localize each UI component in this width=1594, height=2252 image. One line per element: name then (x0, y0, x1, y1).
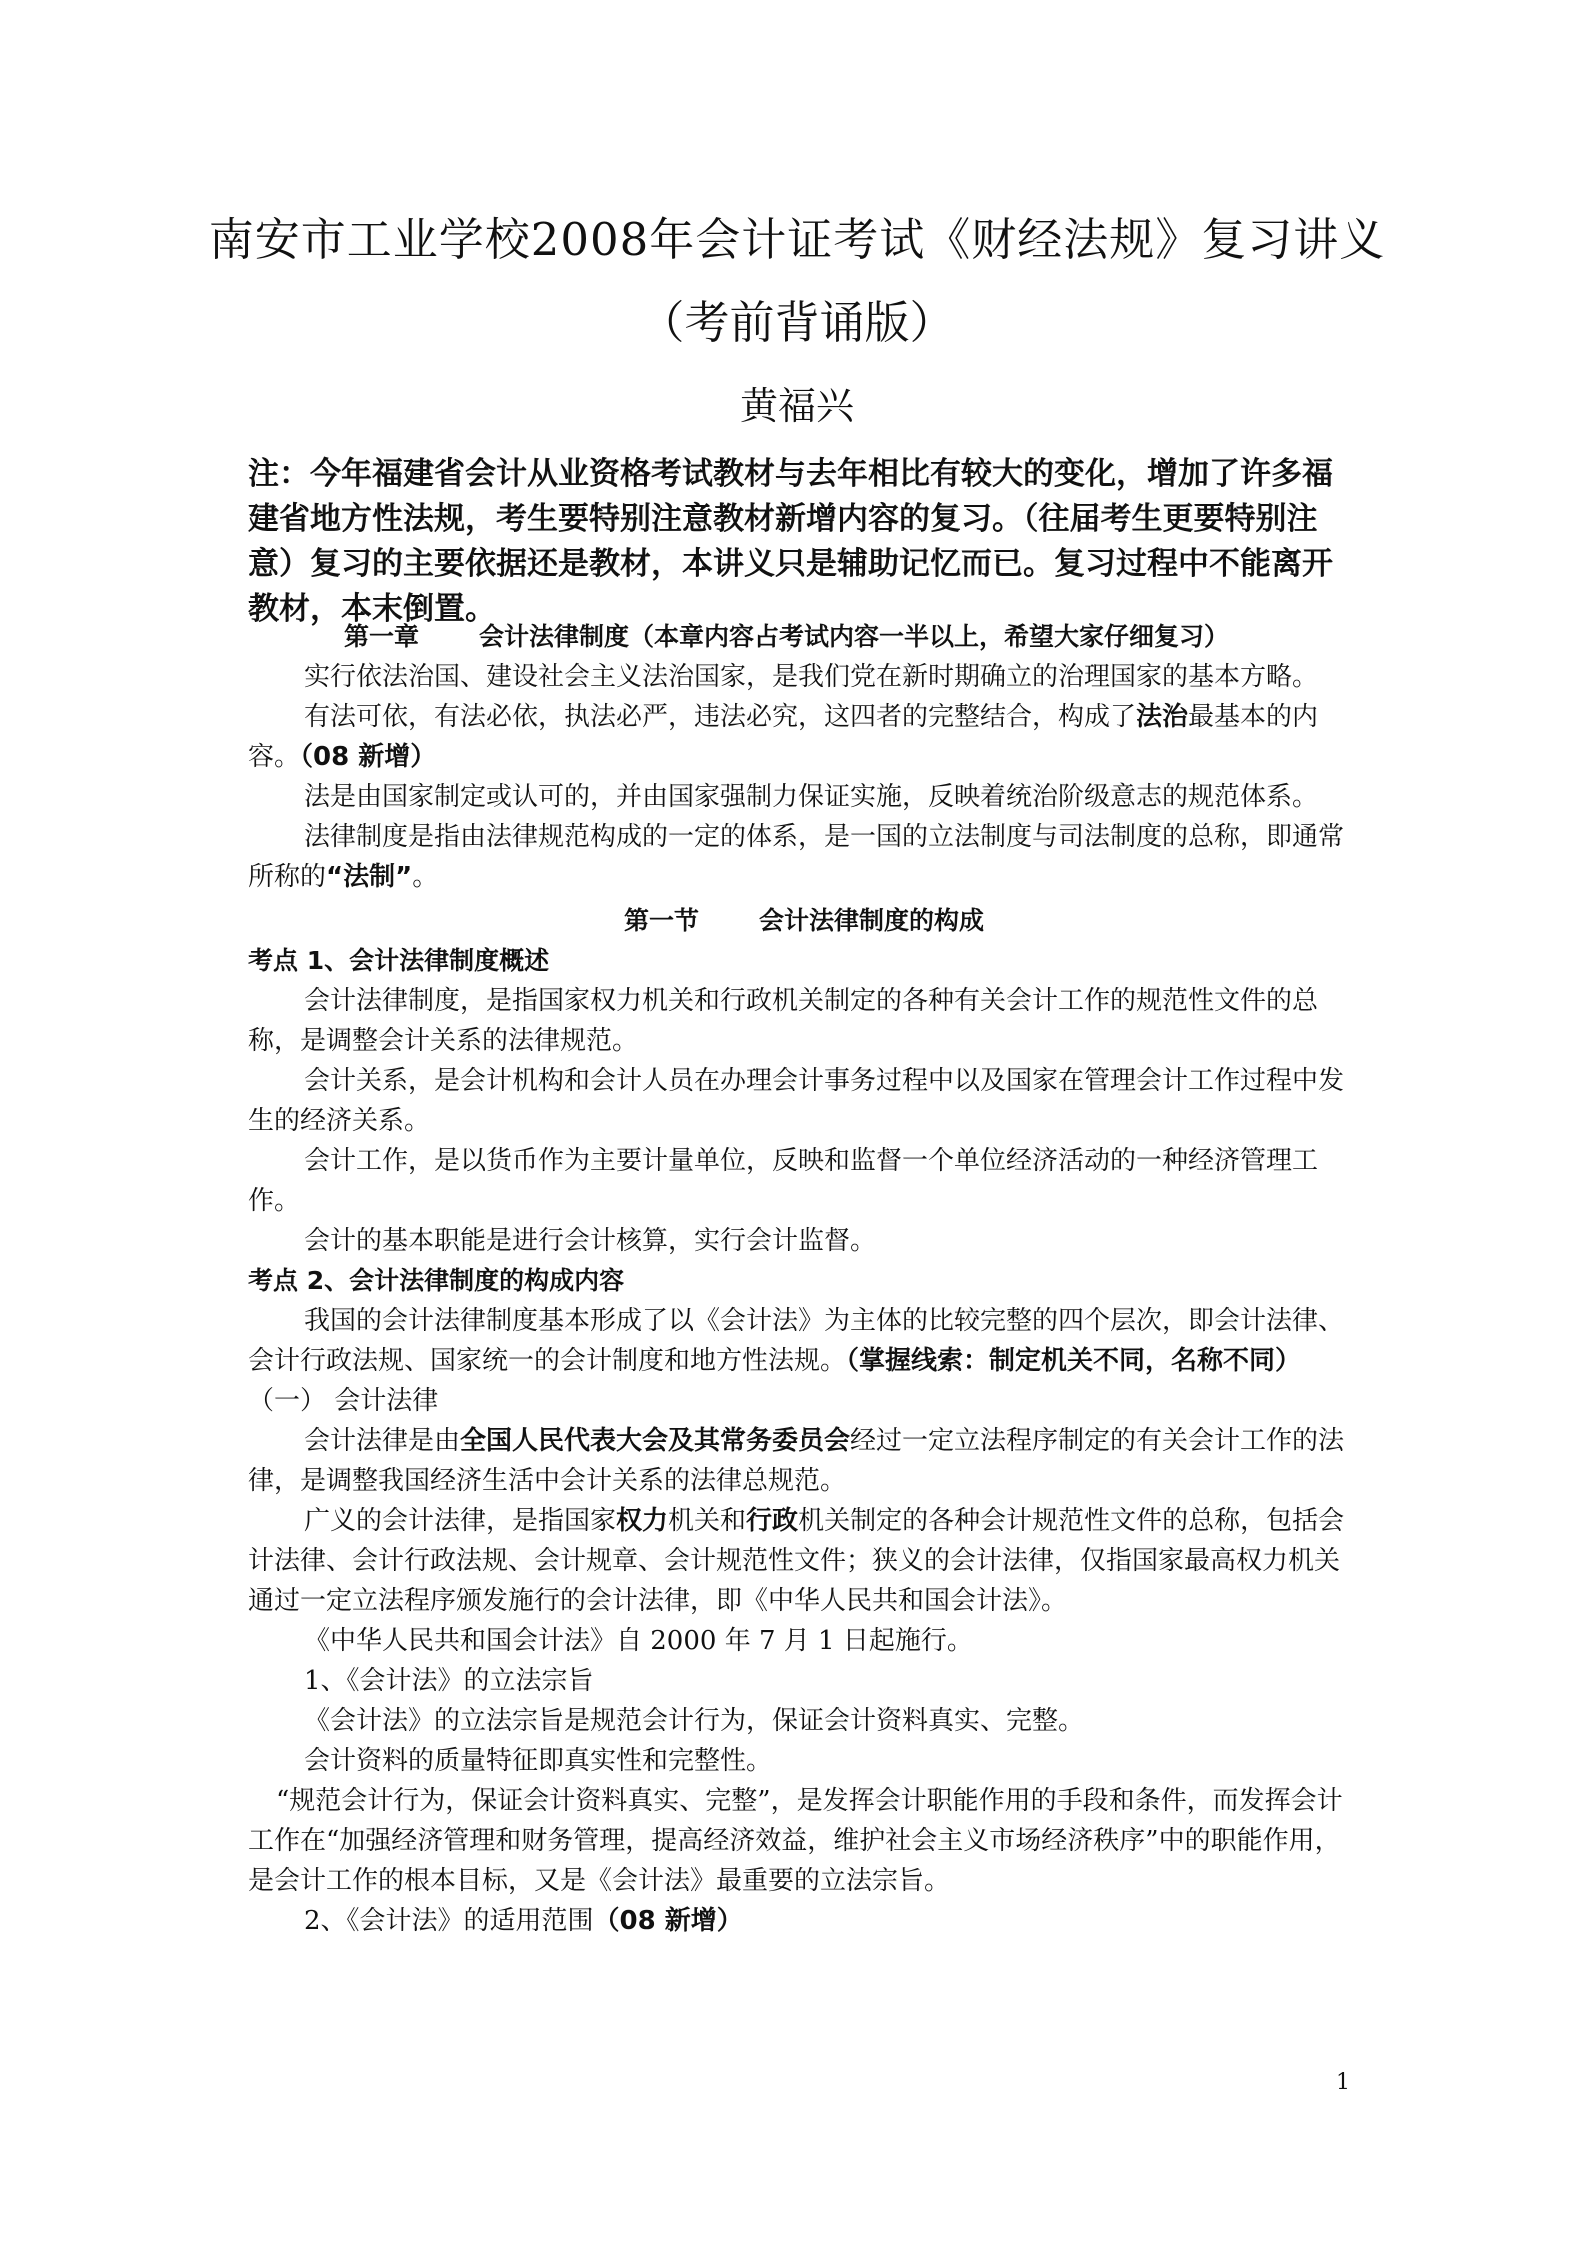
paragraph: 法是由国家制定或认可的，并由国家强制力保证实施，反映着统治阶级意志的规范体系。 (304, 782, 1319, 812)
paragraph: 《中华人民共和国会计法》自 2000 年 7 月 1 日起施行。 (304, 1626, 973, 1656)
paragraph: 会计工作，是以货币作为主要计量单位，反映和监督一个单位经济活动的一种经济管理工作。 (248, 1146, 1319, 1216)
paragraph: 会计法律制度，是指国家权力机关和行政机关制定的各种有关会计工作的规范性文件的总称，是调整会计关系的法律规范。 (248, 986, 1319, 1056)
paragraph (248, 1421, 1360, 1501)
paragraph (248, 1301, 1360, 1381)
paragraph-text: 法律制度是指由法律规范构成的一定的体系，是一国的立法制度与司法制度的总称，即通常所称的 (248, 822, 1345, 892)
paragraph-text: 我国的会计法律制度基本形成了以《会计法》为主体的比较完整的四个层次，即会计法律、会计行政法规、国家统一的会计制度和地方性法规。 (248, 1306, 1345, 1376)
document-subtitle: （考前背诵版） (639, 296, 955, 349)
document-body (248, 617, 1360, 1941)
new-content-tag: （08 新增） (593, 1906, 743, 1936)
paragraph-text: 。 (412, 862, 439, 892)
section-heading (248, 901, 1360, 941)
paragraph-text: 经过一定立法程序制定的有关会计工作的法律，是调整我国经济生活中会计关系的法律总规范。 (248, 1426, 1345, 1496)
page-number: 1 (1336, 2070, 1350, 2095)
paragraph: 实行依法治国、建设社会主义法治国家，是我们党在新时期确立的治理国家的基本方略。 (304, 662, 1319, 692)
paragraph (248, 1501, 1360, 1621)
paragraph: 《会计法》的立法宗旨是规范会计行为，保证会计资料真实、完整。 (304, 1706, 1085, 1736)
paragraph-text: 机关和 (668, 1506, 747, 1536)
key-point-heading: 考点 2、会计法律制度的构成内容 (248, 1266, 625, 1295)
author-name: 黄福兴 (739, 384, 854, 428)
emphasis-text: 全国人民代表大会及其常务委员会 (460, 1426, 851, 1456)
section-title: 会计法律制度的构成 (759, 906, 985, 935)
paragraph: 会计的基本职能是进行会计核算，实行会计监督。 (304, 1226, 877, 1256)
paragraph-text: 2、《会计法》的适用范围 (304, 1906, 594, 1936)
key-point-heading: 考点 1、会计法律制度概述 (248, 946, 550, 975)
chapter-title: 会计法律制度（本章内容占考试内容一半以上，希望大家仔细复习） (479, 622, 1230, 651)
paragraph: 会计关系，是会计机构和会计人员在办理会计事务过程中以及国家在管理会计工作过程中发生的经济关系。 (248, 1066, 1345, 1136)
paragraph: 1、《会计法》的立法宗旨 (304, 1666, 594, 1696)
section-label: 第一节 (623, 906, 699, 935)
chapter-heading (248, 617, 1360, 657)
paragraph: “规范会计行为，保证会计资料真实、完整”，是发挥会计职能作用的手段和条件，而发挥会计工作在“加强经济管理和财务管理，提高经济效益，维护社会主义市场经济秩序”中的职能作用，是会计工作的根本目标，又是《会计法》最重要的立法宗旨。 (248, 1786, 1343, 1896)
emphasis-text: “法制” (326, 862, 413, 892)
emphasis-text: （掌握线索：制定机关不同，名称不同） (846, 1346, 1302, 1376)
paragraph-text: 广义的会计法律，是指国家 (304, 1506, 617, 1536)
emphasis-text: 行政 (746, 1506, 799, 1536)
chapter-label: 第一章 (344, 622, 420, 651)
paragraph (248, 817, 1360, 897)
subheading: （一） 会计法律 (248, 1386, 439, 1416)
paragraph (248, 1901, 1360, 1941)
emphasis-text: 权力 (616, 1506, 669, 1536)
preface-note: 注：今年福建省会计从业资格考试教材与去年相比有较大的变化，增加了许多福建省地方性法规，考生要特别注意教材新增内容的复习。（往届考生更要特别注意）复习的主要依据还是教材，本讲义只是辅助记忆而已。复习过程中不能离开教材，本末倒置。 (248, 456, 1333, 627)
paragraph-text: 会计法律是由 (304, 1426, 461, 1456)
document-title: 南安市工业学校2008年会计证考试《财经法规》复习讲义 (208, 213, 1386, 266)
paragraph-text: 有法可依，有法必依，执法必严，违法必究，这四者的完整结合，构成了 (304, 702, 1137, 732)
paragraph-text: 最基本的内容。 (248, 702, 1319, 772)
new-content-tag: （08 新增） (300, 742, 437, 772)
paragraph (248, 697, 1360, 777)
paragraph-text: 机关制定的各种会计规范性文件的总称，包括会计法律、会计行政法规、会计规章、会计规范性文件；狭义的会计法律，仅指国家最高权力机关通过一定立法程序颁发施行的会计法律，即《中华人民共和国会计法》。 (248, 1506, 1345, 1616)
paragraph: 会计资料的质量特征即真实性和完整性。 (304, 1746, 773, 1776)
emphasis-text: 法治 (1136, 702, 1189, 732)
